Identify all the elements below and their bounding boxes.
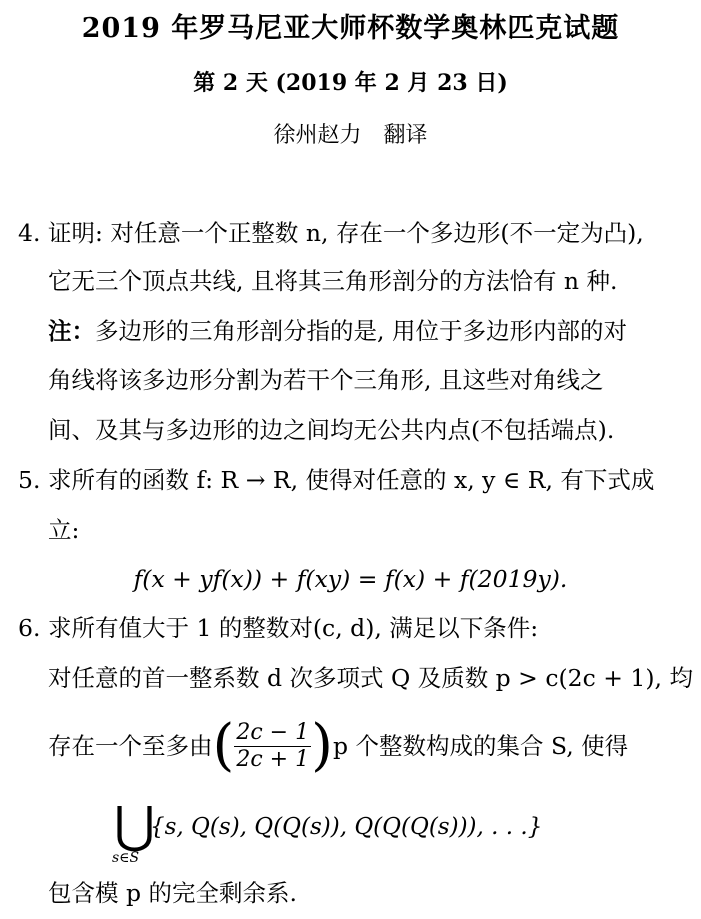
union-set: {s, Q(s), Q(Q(s)), Q(Q(Q(s))), . . .} bbox=[150, 814, 543, 840]
page-title: 2019 年罗马尼亚大师杯数学奥林匹克试题 bbox=[81, 13, 620, 44]
left-paren: ( bbox=[212, 713, 235, 778]
note-label: 注： bbox=[48, 317, 95, 345]
problem-5-number: 5. bbox=[18, 466, 41, 494]
problem-4-note-line-1 bbox=[48, 316, 627, 346]
problem-6-line-1 bbox=[18, 613, 538, 643]
translator-credit: 徐州赵力 翻译 bbox=[273, 123, 428, 148]
fraction-numerator: 2c − 1 bbox=[236, 719, 310, 745]
problem-4-note-line-3: 间、及其与多边形的边之间均无公共内点(不包括端点). bbox=[48, 416, 615, 444]
big-union-symbol: ⋃ bbox=[114, 796, 156, 854]
problem-6-line-3 bbox=[48, 713, 629, 778]
problem-6-text-3b: p 个整数构成的集合 S, 使得 bbox=[332, 732, 629, 760]
right-paren: ) bbox=[311, 713, 333, 778]
problem-6-line-2: 对任意的首一整系数 d 次多项式 Q 及质数 p > c(2c + 1), 均 bbox=[48, 664, 693, 692]
fraction bbox=[234, 720, 311, 773]
union-subscript: s∈S bbox=[112, 850, 140, 866]
problem-4-line-1 bbox=[18, 218, 644, 248]
problem-5-text-1: 求所有的函数 f: R → R, 使得对任意的 x, y ∈ R, 有下式成 bbox=[48, 466, 655, 494]
problem-4-note-line-2: 角线将该多边形分割为若干个三角形, 且这些对角线之 bbox=[48, 366, 604, 394]
problem-4-line-2: 它无三个顶点共线, 且将其三角形剖分的方法恰有 n 种. bbox=[48, 267, 618, 295]
fraction-denominator: 2c + 1 bbox=[236, 746, 310, 772]
problem-4-number: 4. bbox=[18, 219, 41, 247]
problem-5-line-1 bbox=[18, 465, 654, 495]
problem-5-line-2: 立: bbox=[48, 516, 80, 544]
problem-4-text-1: 证明: 对任意一个正整数 n, 存在一个多边形(不一定为凸), bbox=[48, 219, 644, 247]
problem-6-text-1: 求所有值大于 1 的整数对(c, d), 满足以下条件: bbox=[48, 614, 539, 642]
union-expression bbox=[110, 794, 610, 866]
problem-6-line-4: 包含模 p 的完全剩余系. bbox=[48, 879, 297, 907]
problem-6-text-3a: 存在一个至多由 bbox=[48, 732, 213, 760]
note-text-1: 多边形的三角形剖分指的是, 用位于多边形内部的对 bbox=[95, 317, 627, 345]
problem-5-equation: f(x + yf(x)) + f(xy) = f(x) + f(2019y). bbox=[133, 565, 568, 593]
problem-6-number: 6. bbox=[18, 614, 41, 642]
page-subtitle: 第 2 天 (2019 年 2 月 23 日) bbox=[193, 70, 508, 96]
